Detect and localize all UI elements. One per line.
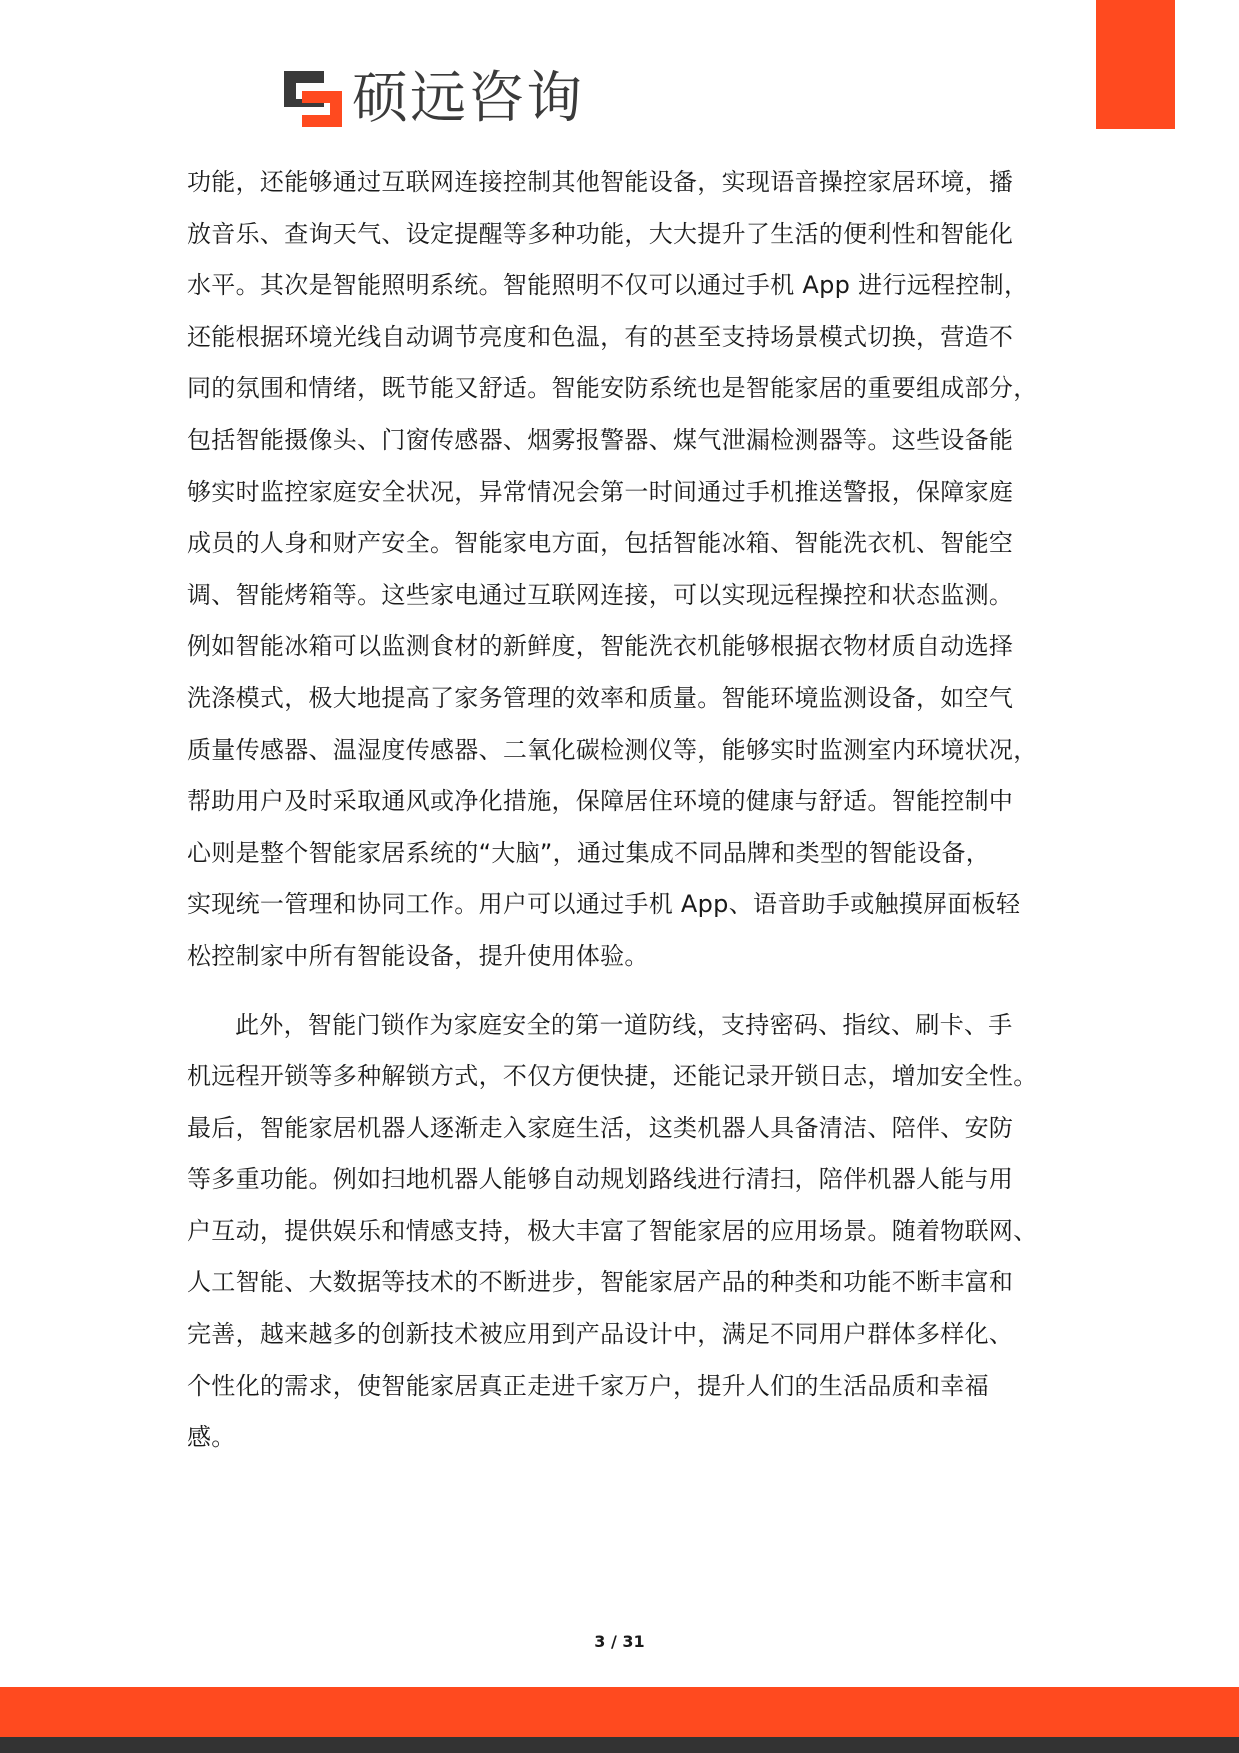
corner-accent-tab [1096,0,1175,129]
text-line: 包括智能摄像头、门窗传感器、烟雾报警器、煤气泄漏检测器等。这些设备能 [187,425,1014,454]
footer-dark-strip [0,1737,1239,1753]
paragraph-spacer [187,988,1047,1005]
text-line: 同的氛围和情绪，既节能又舒适。智能安防系统也是智能家居的重要组成部分， [187,374,1038,403]
text-line: 够实时监控家庭安全状况，异常情况会第一时间通过手机推送警报，保障家庭 [187,477,1014,506]
text-line: 机远程开锁等多种解锁方式，不仅方便快捷，还能记录开锁日志，增加安全性。 [187,1062,1038,1091]
footer-accent-bar [0,1687,1239,1737]
text-line: 调、智能烤箱等。这些家电通过互联网连接，可以实现远程操控和状态监测。 [187,580,1014,609]
text-line: 松控制家中所有智能设备，提升使用体验。 [187,941,649,970]
sy-logo-icon [284,71,342,127]
text-line: 放音乐、查询天气、设定提醒等多种功能，大大提升了生活的便利性和智能化 [187,219,1014,248]
text-line: 帮助用户及时采取通风或净化措施，保障居住环境的健康与舒适。智能控制中 [187,787,1014,816]
text-line: 实现统一管理和协同工作。用户可以通过手机 App、语音助手或触摸屏面板轻 [187,890,1021,919]
text-line: 完善，越来越多的创新技术被应用到产品设计中，满足不同用户群体多样化、 [187,1320,1014,1349]
text-line: 户互动，提供娱乐和情感支持，极大丰富了智能家居的应用场景。随着物联网、 [187,1216,1038,1245]
text-line: 感。 [187,1423,236,1452]
text-line: 例如智能冰箱可以监测食材的新鲜度，智能洗衣机能够根据衣物材质自动选择 [187,632,1014,661]
text-line: 心则是整个智能家居系统的“大脑”，通过集成不同品牌和类型的智能设备， [187,838,991,867]
brand-logo [284,68,584,130]
text-line: 等多重功能。例如扫地机器人能够自动规划路线进行清扫，陪伴机器人能与用 [187,1165,1014,1194]
paragraph-1 [187,162,1047,988]
text-line: 成员的人身和财产安全。智能家电方面，包括智能冰箱、智能洗衣机、智能空 [187,529,1014,558]
text-line: 还能根据环境光线自动调节亮度和色温，有的甚至支持场景模式切换，营造不 [187,322,1014,351]
text-line: 个性化的需求，使智能家居真正走进千家万户，提升人们的生活品质和幸福 [187,1371,989,1400]
page-number: 3 / 31 [594,1632,645,1651]
text-line: 功能，还能够通过互联网连接控制其他智能设备，实现语音操控家居环境，播 [187,168,1014,196]
text-line: 水平。其次是智能照明系统。智能照明不仅可以通过手机 App 进行远程控制， [187,271,1029,300]
text-line: 质量传感器、温湿度传感器、二氧化碳检测仪等，能够实时监测室内环境状况， [187,735,1038,764]
text-line: 此外，智能门锁作为家庭安全的第一道防线，支持密码、指纹、刷卡、手 [235,1010,1013,1039]
text-line: 洗涤模式，极大地提高了家务管理的效率和质量。智能环境监测设备，如空气 [187,683,1014,712]
text-line: 人工智能、大数据等技术的不断进步，智能家居产品的种类和功能不断丰富和 [187,1268,1014,1297]
brand-name: 硕远咨询 [352,66,584,131]
text-line: 最后，智能家居机器人逐渐走入家庭生活，这类机器人具备清洁、陪伴、安防 [187,1113,1014,1142]
paragraph-2 [187,1005,1047,1469]
document-body [187,162,1047,1469]
